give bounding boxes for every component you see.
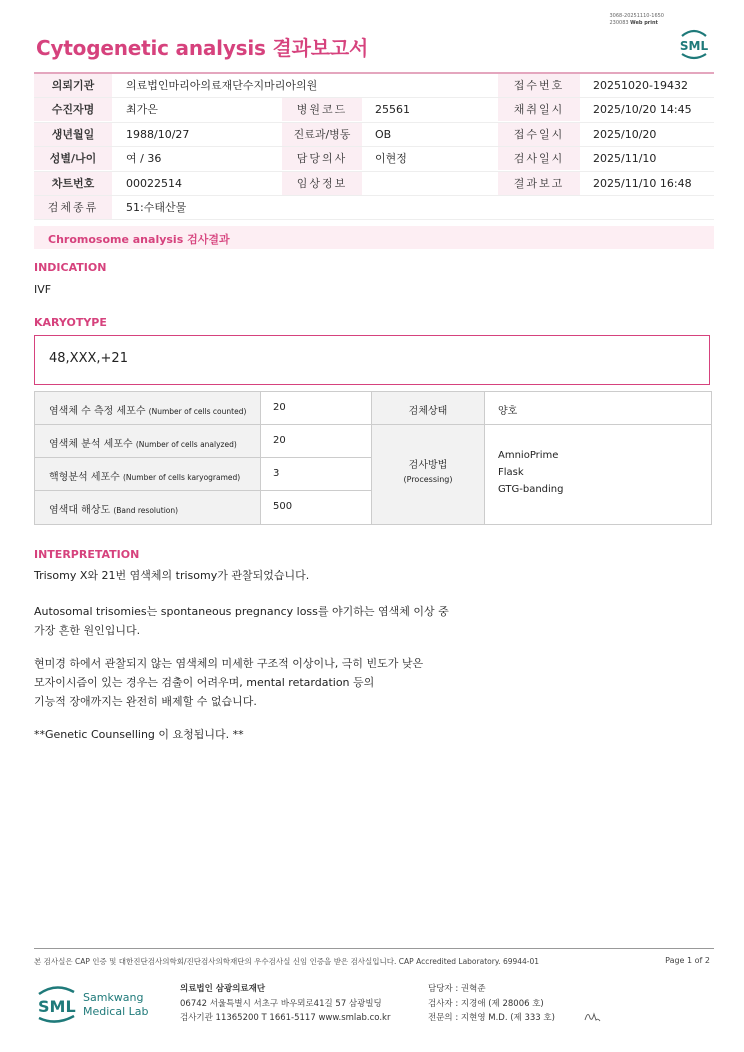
patient-info-table: [34, 74, 714, 220]
section-header: [34, 226, 714, 249]
accreditation-note: 본 검사실은 CAP 인증 및 대한진단검사의학회/진단검사의학재단의 우수검사실 신임 인증을 받은 검사실입니다. CAP Accredited Laboratory. 69944-01: [34, 957, 540, 966]
value-accession: 20251020-19432: [593, 79, 688, 92]
signature-icon: [582, 1008, 602, 1024]
label-patient-name: 수진자명: [34, 98, 112, 121]
karyotype-heading: KARYOTYPE: [34, 316, 107, 329]
cell-count-table: [34, 391, 712, 525]
info-row: [34, 123, 714, 147]
interp-paragraph: 가장 흔한 원인입니다.: [34, 624, 141, 637]
value-received-date: 2025/10/20: [593, 127, 657, 141]
interp-paragraph: **Genetic Counselling 이 요청됩니다. **: [34, 728, 244, 741]
info-row: [34, 196, 714, 220]
value-test-date: 2025/11/10: [593, 152, 657, 166]
value-department: OB: [375, 127, 392, 141]
indication-value: IVF: [34, 283, 52, 296]
processing-label: 검사방법 (Processing): [372, 425, 485, 524]
interp-paragraph: Trisomy X와 21번 염색체의 trisomy가 관찰되었습니다.: [34, 569, 310, 582]
value-patient-name: 최가은: [126, 103, 158, 117]
svg-text:SML: SML: [38, 997, 76, 1016]
value-sex-age: 여 / 36: [126, 152, 162, 166]
svg-text:SML: SML: [679, 39, 709, 53]
specimen-status-value: 양호: [485, 392, 711, 425]
value-chart-number: 00022514: [126, 176, 182, 190]
info-row: [34, 74, 714, 98]
value-hospital-code: 25561: [375, 103, 410, 117]
interp-paragraph: 현미경 하에서 관찰되지 않는 염색체의 미세한 구조적 이상이나, 극히 빈도가 낮은: [34, 657, 424, 670]
cells-analyzed-value: 20: [261, 425, 372, 458]
cells-karyogramed-label: 핵형분석 세포수 (Number of cells karyogramed): [35, 458, 261, 491]
specimen-status-label: 검체상태: [372, 392, 485, 425]
label-received-date: 접수일시: [498, 123, 580, 146]
cells-analyzed-label: 염색체 분석 세포수 (Number of cells analyzed): [35, 425, 261, 458]
band-resolution-label: 염색대 해상도 (Band resolution): [35, 491, 261, 524]
interp-paragraph: Autosomal trisomies는 spontaneous pregnancy loss를 야기하는 염색체 이상 중: [34, 605, 449, 618]
label-department: 진료과/병동: [282, 123, 362, 146]
interpretation-text: [34, 566, 714, 744]
label-birth-date: 생년월일: [34, 123, 112, 146]
value-clinical-info: [375, 172, 485, 195]
cells-karyogramed-value: 3: [261, 458, 372, 491]
interpretation-heading: INTERPRETATION: [34, 548, 140, 561]
label-chart-number: 차트번호: [34, 172, 112, 195]
staff-info: 담당자 : 권혁준 검사자 : 지경애 (제 28006 호) 전문의 : 지현영 M.D. (제 333 호): [428, 984, 555, 1023]
label-accession: 접수번호: [498, 74, 580, 97]
label-report-time: 결과보고: [498, 172, 580, 195]
svg-text:Samkwang: Samkwang: [83, 991, 144, 1004]
info-row: [34, 172, 714, 196]
report-code: 3068-20251110-1650 230083 Web print: [609, 13, 664, 26]
label-sex-age: 성별/나이: [34, 147, 112, 170]
info-row: [34, 98, 714, 122]
karyotype-value: 48,XXX,+21: [49, 351, 128, 366]
label-hospital-code: 병원코드: [282, 98, 362, 121]
samkwang-logo-icon: [36, 982, 152, 1026]
page-title: Cytogenetic analysis 결과보고서: [36, 36, 369, 60]
label-test-date: 검사일시: [498, 147, 580, 170]
interp-paragraph: 모자이시즘이 있는 경우는 검출이 어려우며, mental retardation 등의: [34, 676, 375, 689]
label-specimen-type: 검체종류: [34, 196, 112, 219]
cells-counted-value: 20: [261, 392, 372, 425]
processing-value: AmnioPrime Flask GTG-banding: [498, 450, 564, 495]
value-report-time: 2025/11/10 16:48: [593, 176, 692, 190]
page-number: Page 1 of 2: [665, 956, 710, 965]
value-collection-time: 2025/10/20 14:45: [593, 103, 692, 117]
label-collection-time: 채취일시: [498, 98, 580, 121]
karyotype-box: [34, 335, 710, 385]
value-birth-date: 1988/10/27: [126, 127, 190, 141]
info-row: [34, 147, 714, 171]
sml-logo-icon: [676, 26, 712, 62]
lab-info: 의료법인 삼광의료재단 06742 서울특별시 서초구 바우뫼로41길 57 삼광빌딩 검사기관 11365200 T 1661-5117 www.smlab.co.kr: [180, 984, 391, 1023]
indication-heading: INDICATION: [34, 261, 107, 274]
value-doctor: 이현정: [375, 152, 407, 166]
value-requester: 의료법인마리아의료재단수지마리아의원: [126, 79, 318, 92]
svg-text:Medical Lab: Medical Lab: [83, 1005, 149, 1018]
label-doctor: 담당의사: [282, 147, 362, 170]
band-resolution-value: 500: [261, 491, 372, 524]
footer-divider: [34, 948, 714, 949]
label-clinical-info: 임상정보: [282, 172, 362, 195]
label-requester: 의뢰기관: [34, 74, 112, 97]
cells-counted-label: 염색체 수 측정 세포수 (Number of cells counted): [35, 392, 261, 425]
section-title: Chromosome analysis 검사결과: [48, 233, 230, 246]
interp-paragraph: 기능적 장애까지는 완전히 배제할 수 없습니다.: [34, 695, 257, 708]
value-specimen-type: 51:수태산물: [126, 200, 187, 214]
